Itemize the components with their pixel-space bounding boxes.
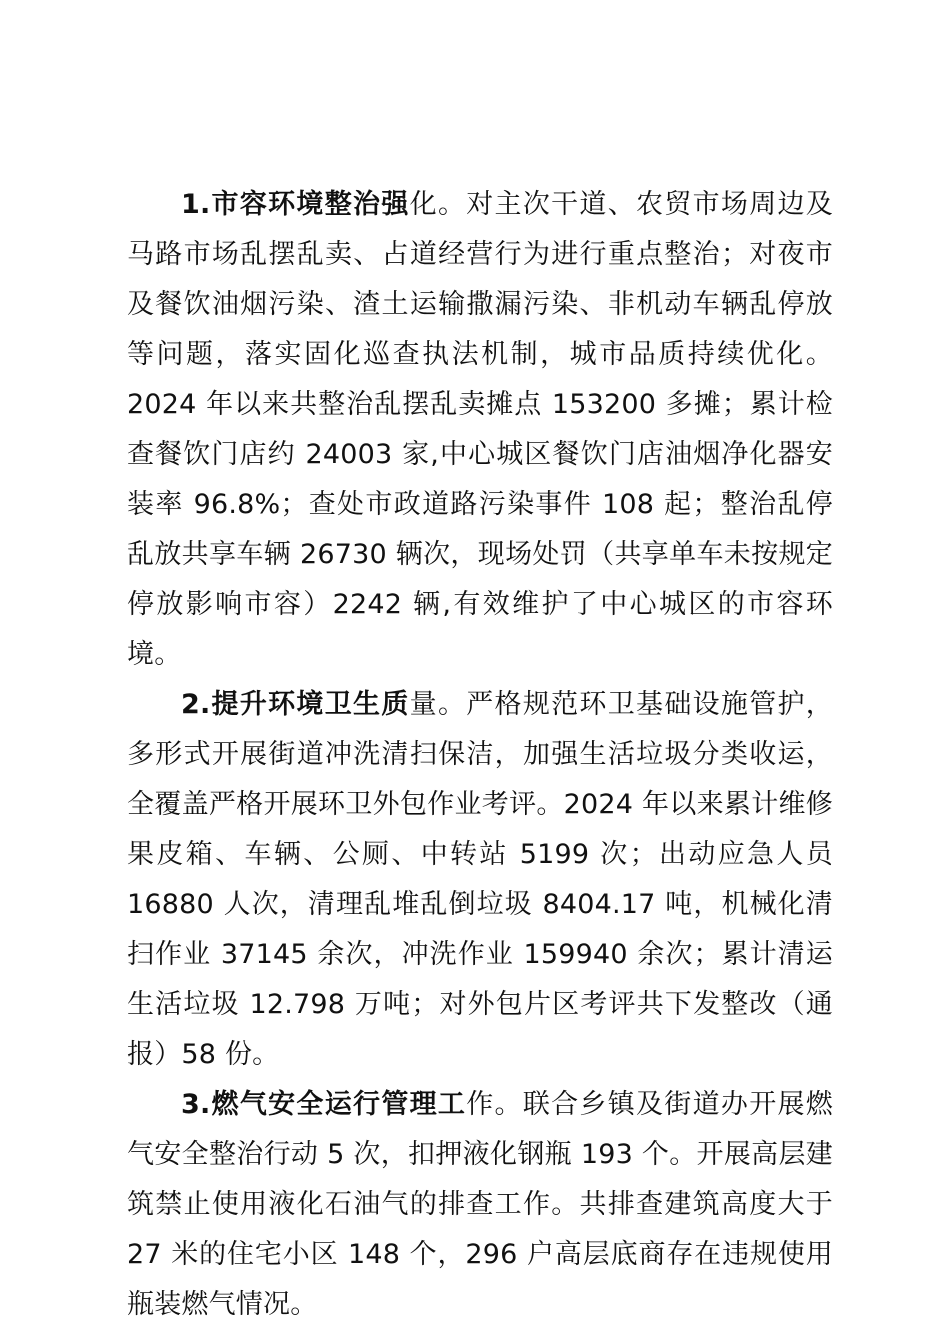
document-page <box>127 180 833 1330</box>
paragraph-body: 化。对主次干道、农贸市场周边及马路市场乱摆乱卖、占道经营行为进行重点整治；对夜市及餐饮油烟污染、渣土运输撒漏污染、非机动车辆乱停放等问题，落实固化巡查执法机制，城市品质持续优化。2024 年以来共整治乱摆乱卖摊点 153200 多摊；累计检查餐饮门店约 24003 家,中心城区餐饮门店油烟净化器安装率 96.8%；查处市政道路污染事件 108 起；整治乱停乱放共享车辆 26730 辆次，现场处罚（共享单车未按规定停放影响市容）2242 辆,有效维护了中心城区的市容环境。 <box>127 189 834 670</box>
paragraph-gas-safety <box>127 1080 833 1330</box>
paragraph-city-appearance <box>127 180 833 680</box>
paragraph-heading: 1.市容环境整治强 <box>181 189 410 220</box>
paragraph-heading: 2.提升环境卫生质 <box>181 689 410 720</box>
paragraph-sanitation <box>127 680 833 1080</box>
paragraph-body: 量。严格规范环卫基础设施管护，多形式开展街道冲洗清扫保洁，加强生活垃圾分类收运，全覆盖严格开展环卫外包作业考评。2024 年以来累计维修果皮箱、车辆、公厕、中转站 5199 次；出动应急人员 16880 人次，清理乱堆乱倒垃圾 8404.17 吨，机械化清扫作业 37145 余次，冲洗作业 159940 余次；累计清运生活垃圾 12.798 万吨；对外包片区考评共下发整改（通报）58 份。 <box>127 689 834 1070</box>
paragraph-heading: 3.燃气安全运行管理工 <box>181 1089 467 1120</box>
paragraph-body: 作。联合乡镇及街道办开展燃气安全整治行动 5 次，扣押液化钢瓶 193 个。开展高层建筑禁止使用液化石油气的排查工作。共排查建筑高度大于 27 米的住宅小区 148 个，296 户高层底商存在违规使用瓶装燃气情况。 <box>127 1089 833 1320</box>
